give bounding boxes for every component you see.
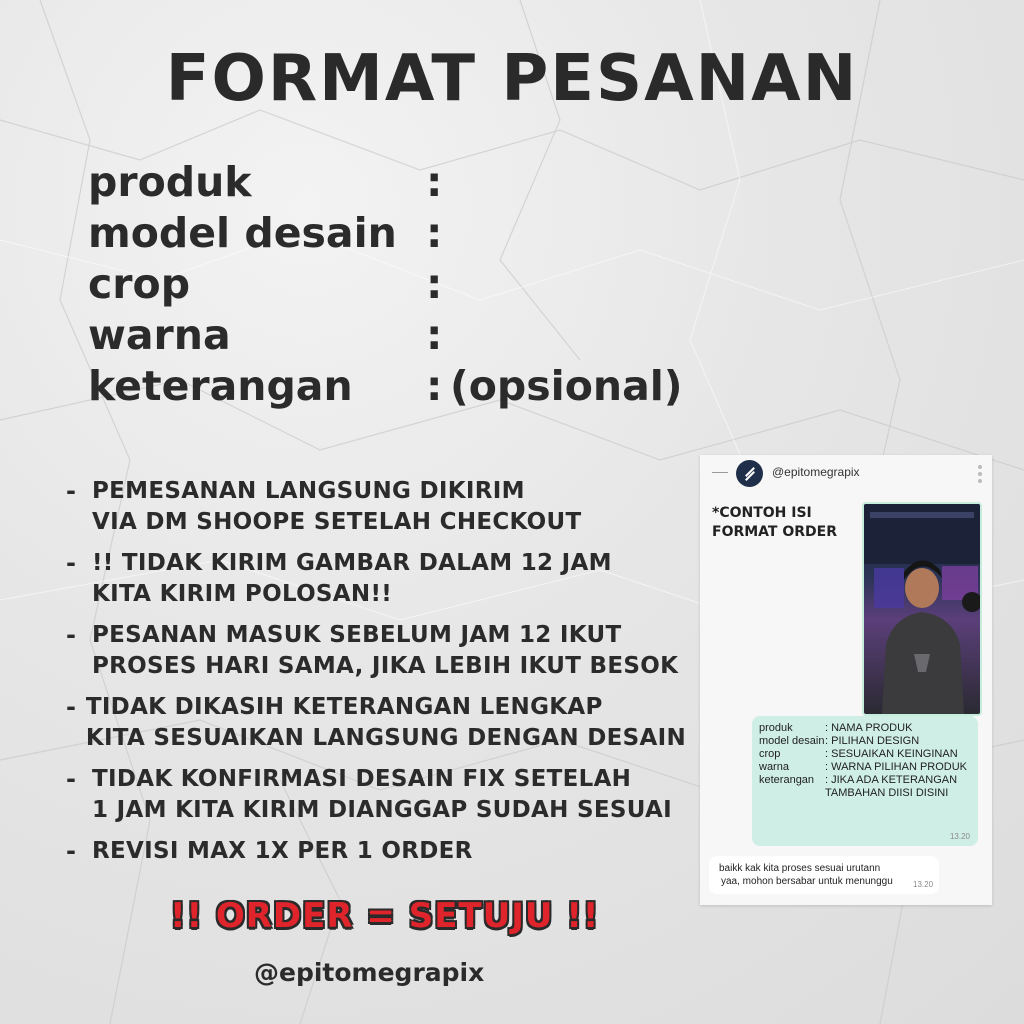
rule-line: PESANAN MASUK SEBELUM JAM 12 IKUT [92, 622, 622, 648]
message-value: : JIKA ADA KETERANGAN [825, 774, 958, 786]
customer-photo [862, 502, 982, 716]
rule-item [66, 836, 686, 867]
order-agreement-slogan: !! ORDER = SETUJU !! [170, 896, 600, 936]
field-label: keterangan [88, 362, 353, 410]
rule-text [92, 620, 678, 682]
field-row-keterangan [88, 362, 788, 413]
field-label: warna [88, 311, 231, 359]
message-continuation: TAMBAHAN DIISI DISINI [825, 787, 949, 799]
field-colon: : [426, 311, 443, 359]
field-row-crop [88, 260, 788, 311]
field-label: produk [88, 158, 252, 206]
rule-line: KITA SESUAIKAN LANGSUNG DENGAN DESAIN [85, 725, 686, 751]
chat-header [700, 455, 992, 491]
message-timestamp: 13.20 [913, 880, 934, 889]
received-message-bubble [709, 856, 939, 894]
more-options-icon[interactable] [978, 465, 982, 486]
rule-text [92, 764, 672, 826]
field-label: crop [88, 260, 191, 308]
message-line: baikk kak kita proses sesuai urutann [719, 863, 881, 874]
message-row [759, 735, 979, 748]
rule-item [66, 764, 686, 826]
rule-line: REVISI MAX 1X PER 1 ORDER [92, 838, 473, 864]
message-value: : SESUAIKAN KEINGINAN [825, 748, 958, 760]
field-colon: : [426, 362, 443, 410]
message-key: warna [759, 761, 789, 773]
rule-line: PROSES HARI SAMA, JIKA LEBIH IKUT BESOK [92, 653, 679, 679]
rule-text [86, 692, 686, 754]
rule-item [66, 620, 686, 682]
example-caption-line: *CONTOH ISI [712, 505, 812, 521]
bullet-dash: - [66, 837, 76, 865]
page-title: FORMAT PESANAN [165, 42, 859, 116]
chat-screenshot [700, 455, 992, 905]
message-key: model desain [759, 735, 825, 747]
rule-item [66, 548, 686, 610]
field-colon: : [426, 260, 443, 308]
rule-text [92, 548, 612, 610]
rule-line: VIA DM SHOOPE SETELAH CHECKOUT [92, 509, 582, 535]
back-arrow-icon[interactable] [712, 472, 728, 473]
message-key: crop [759, 748, 781, 760]
field-row-model-desain [88, 209, 788, 260]
order-format-fields [88, 158, 788, 413]
rule-line: TIDAK DIKASIH KETERANGAN LENGKAP [85, 694, 603, 720]
rule-item [66, 476, 686, 538]
field-row-warna [88, 311, 788, 362]
message-key: keterangan [759, 774, 815, 786]
rule-line: TIDAK KONFIRMASI DESAIN FIX SETELAH [92, 766, 632, 792]
field-colon: : [426, 209, 443, 257]
rule-line: 1 JAM KITA KIRIM DIANGGAP SUDAH SESUAI [92, 797, 672, 823]
example-caption-line: FORMAT ORDER [712, 524, 837, 540]
message-value: : PILIHAN DESIGN [825, 735, 920, 747]
brand-logo-icon [736, 460, 763, 487]
bullet-dash: - [66, 693, 76, 721]
message-value: : WARNA PILIHAN PRODUK [825, 761, 968, 773]
field-value-opsional: (opsional) [450, 362, 683, 410]
message-timestamp: 13.20 [949, 832, 970, 841]
bullet-dash: - [66, 765, 76, 793]
rules-list [66, 476, 686, 877]
sent-message-bubble [752, 716, 978, 846]
bullet-dash: - [66, 621, 76, 649]
message-row [759, 761, 979, 774]
rule-text [92, 836, 473, 867]
bullet-dash: - [66, 477, 76, 505]
brand-handle: @epitomegrapix [254, 958, 485, 987]
message-row [759, 722, 979, 735]
customer-photo-illustration [864, 504, 980, 714]
rule-line: PEMESANAN LANGSUNG DIKIRIM [92, 478, 525, 504]
field-row-produk [88, 158, 788, 209]
rule-item [66, 692, 686, 754]
message-row [759, 748, 979, 761]
message-key: produk [759, 722, 793, 734]
field-label: model desain [88, 209, 397, 257]
message-line: yaa, mohon bersabar untuk menunggu [721, 876, 893, 887]
bullet-dash: - [66, 549, 76, 577]
rule-text [92, 476, 581, 538]
example-caption [712, 504, 837, 542]
chat-contact-name: @epitomegrapix [772, 465, 860, 479]
field-colon: : [426, 158, 443, 206]
message-row [759, 774, 979, 787]
rule-line: !! TIDAK KIRIM GAMBAR DALAM 12 JAM [92, 550, 612, 576]
rule-line: KITA KIRIM POLOSAN!! [92, 581, 393, 607]
message-value: : NAMA PRODUK [825, 722, 913, 734]
